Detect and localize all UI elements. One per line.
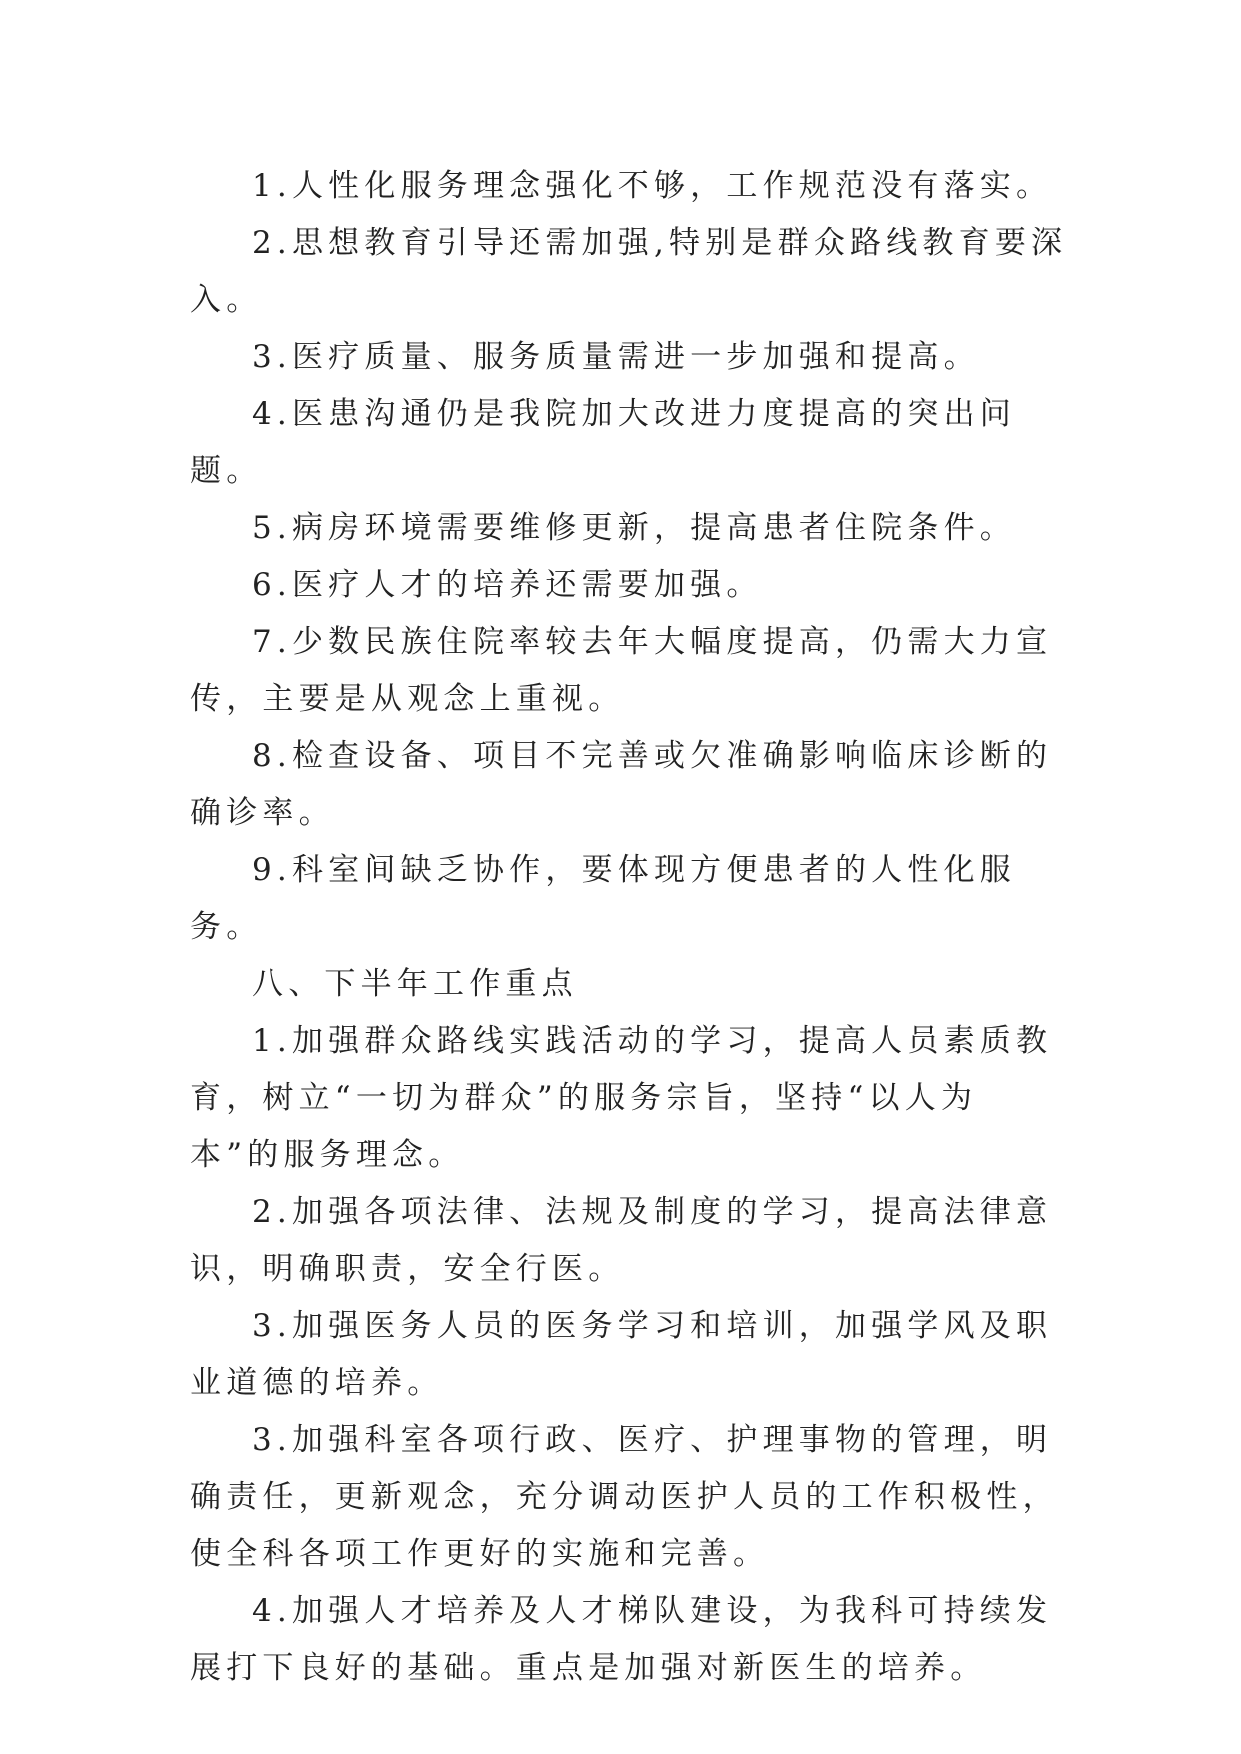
list-item-focus-1: 1.加强群众路线实践活动的学习，提高人员素质教育，树立“一切为群众”的服务宗旨，坚持“以人为本”的服务理念。 bbox=[190, 1023, 1053, 1173]
list-item-problem-5: 5.病房环境需要维修更新，提高患者住院条件。 bbox=[252, 510, 1016, 546]
list-item-focus-2: 2.加强各项法律、法规及制度的学习，提高法律意识，明确职责，安全行医。 bbox=[190, 1194, 1053, 1287]
list-item-focus-3b: 3.加强科室各项行政、医疗、护理事物的管理，明确责任，更新观念，充分调动医护人员的工作积极性，使全科各项工作更好的实施和完善。 bbox=[190, 1422, 1059, 1572]
list-item-problem-2: 2.思想教育引导还需加强,特别是群众路线教育要深入。 bbox=[190, 225, 1068, 318]
list-item-problem-1: 1.人性化服务理念强化不够，工作规范没有落实。 bbox=[252, 168, 1053, 204]
list-item-problem-7: 7.少数民族住院率较去年大幅度提高，仍需大力宣传，主要是从观念上重视。 bbox=[190, 624, 1053, 717]
list-item-problem-8: 8.检查设备、项目不完善或欠准确影响临床诊断的确诊率。 bbox=[190, 738, 1053, 831]
section-heading: 八、下半年工作重点 bbox=[252, 966, 578, 1002]
list-item-focus-4: 4.加强人才培养及人才梯队建设，为我科可持续发展打下良好的基础。重点是加强对新医生的培养。 bbox=[190, 1593, 1053, 1686]
list-item-problem-3: 3.医疗质量、服务质量需进一步加强和提高。 bbox=[252, 339, 980, 375]
list-item-problem-9: 9.科室间缺乏协作，要体现方便患者的人性化服务。 bbox=[190, 852, 1016, 945]
list-item-focus-3: 3.加强医务人员的医务学习和培训，加强学风及职业道德的培养。 bbox=[190, 1308, 1053, 1401]
document-body bbox=[190, 158, 1070, 1697]
list-item-problem-6: 6.医疗人才的培养还需要加强。 bbox=[252, 567, 763, 603]
list-item-problem-4: 4.医患沟通仍是我院加大改进力度提高的突出问题。 bbox=[190, 396, 1016, 489]
